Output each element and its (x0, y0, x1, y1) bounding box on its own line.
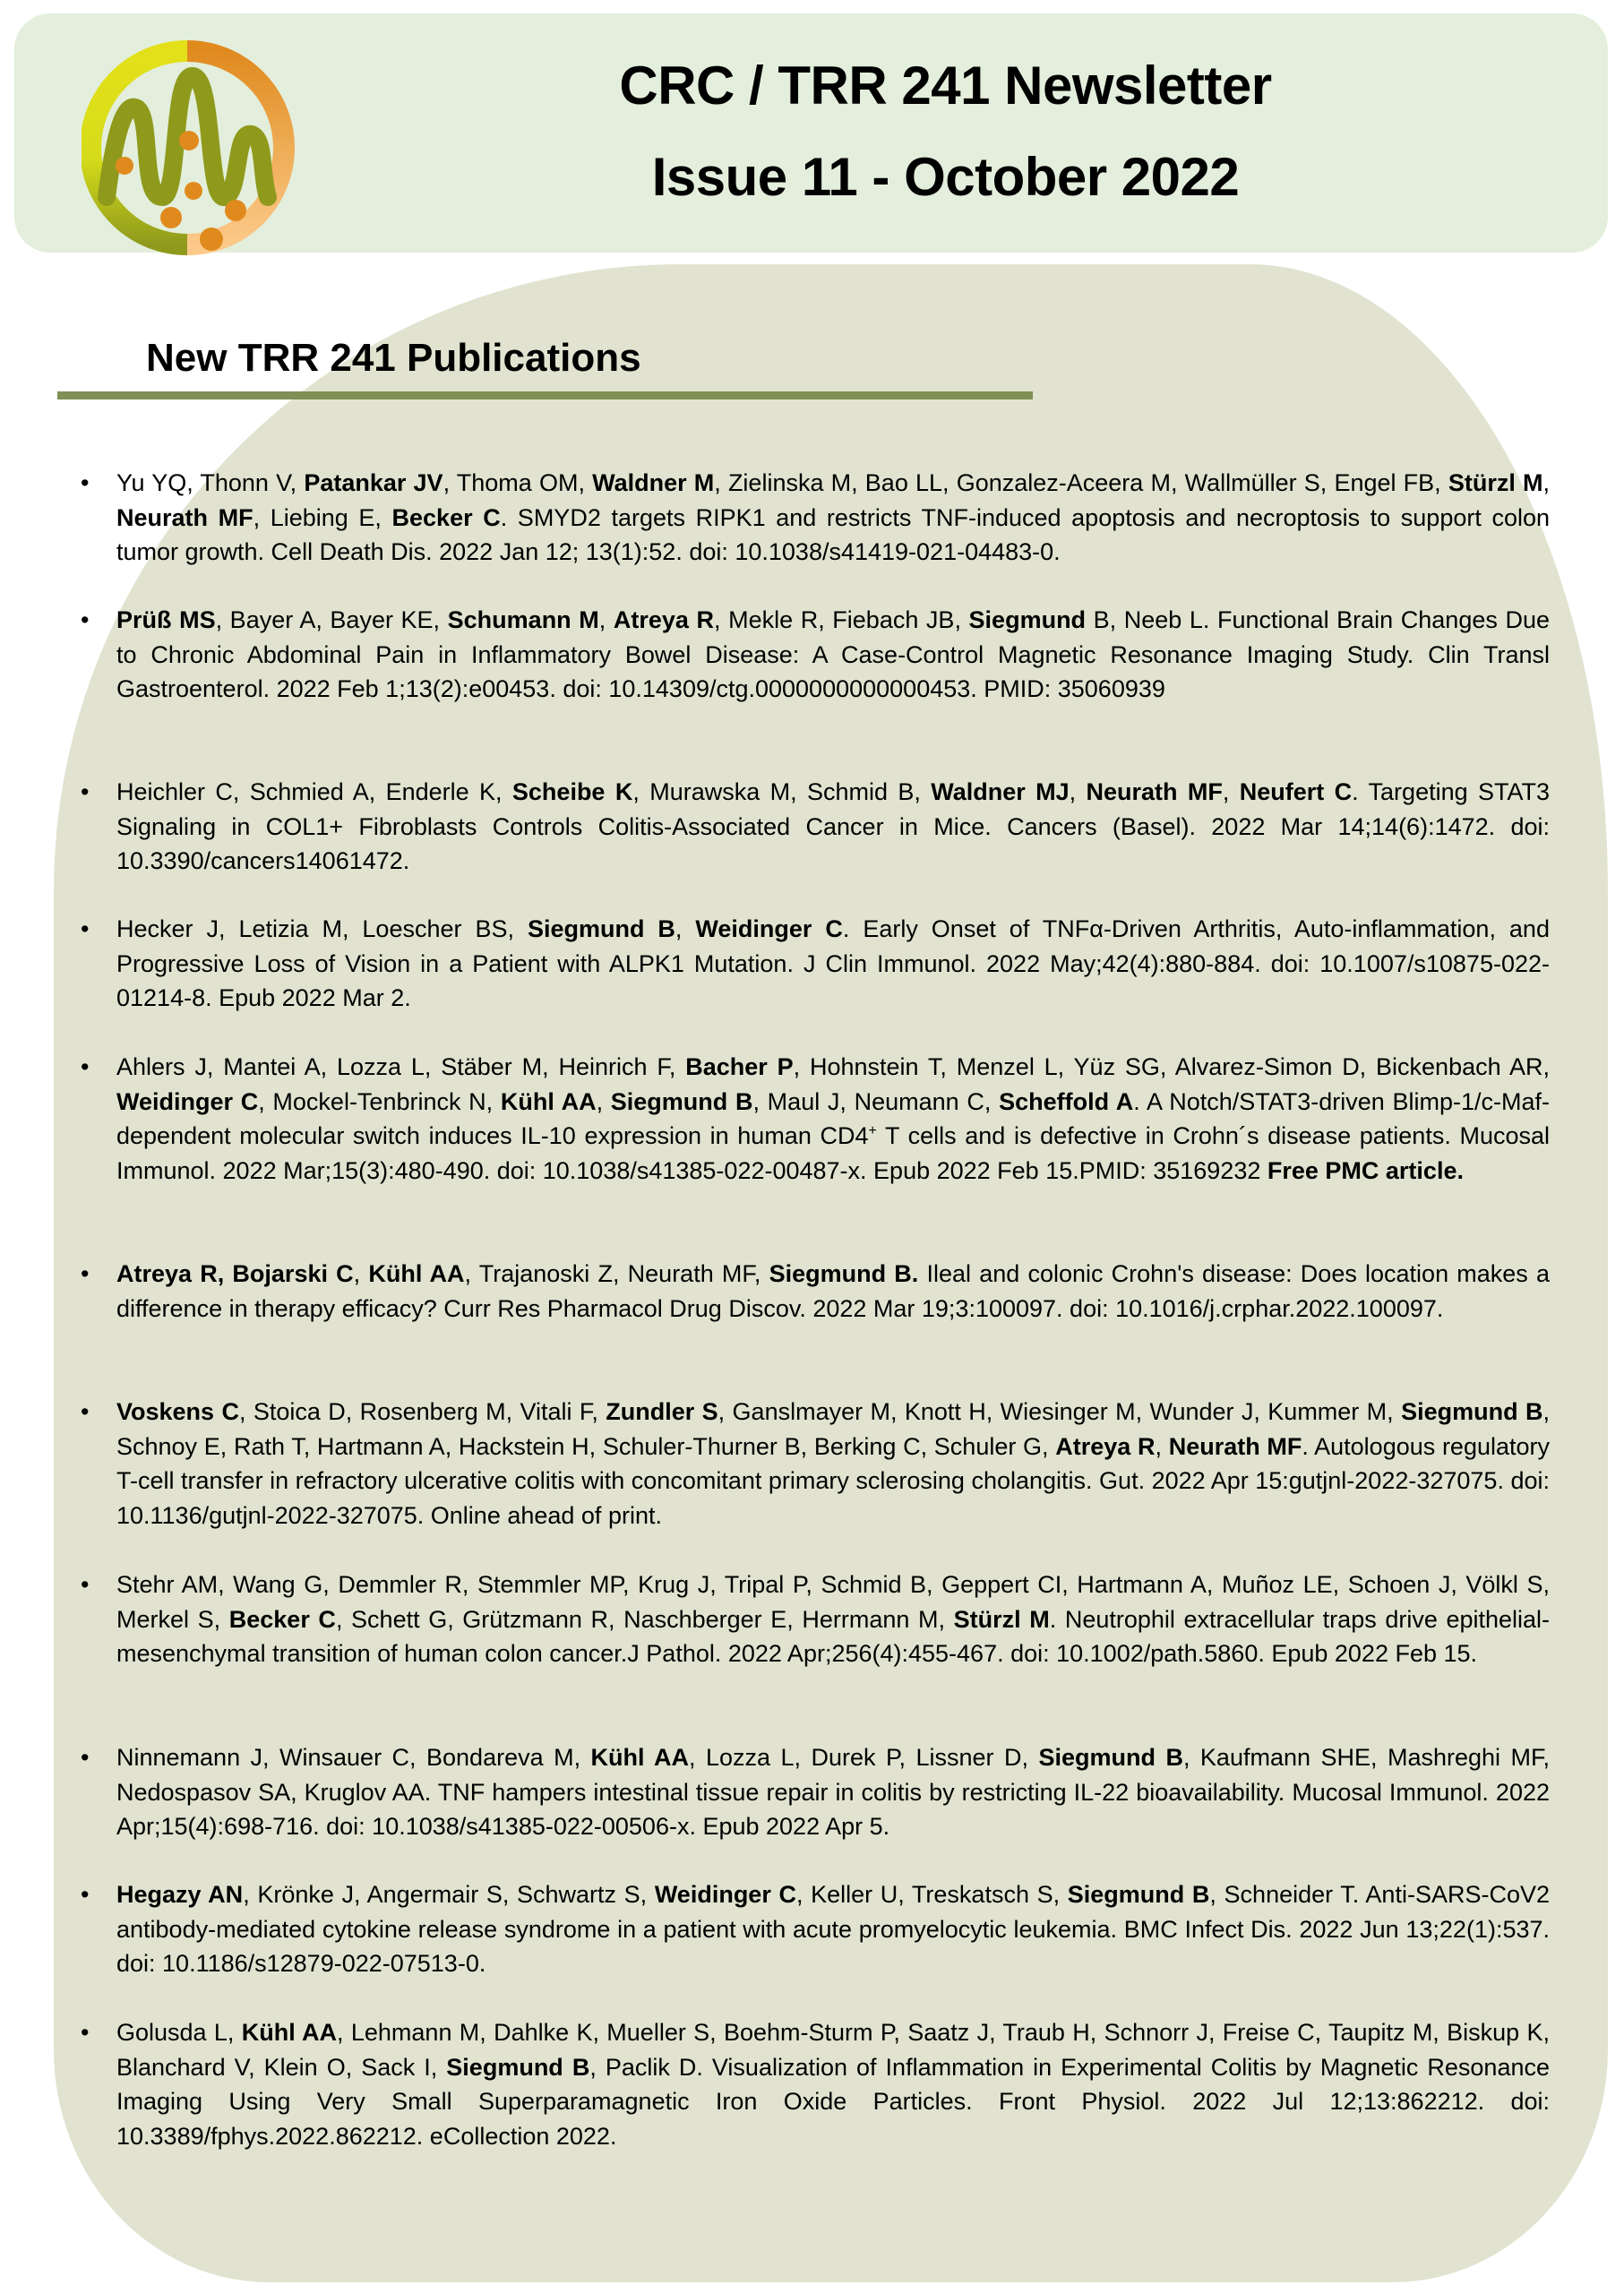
publication-text: B, Neeb L. Functional Brain Changes Due to Chronic Abdominal Pain in Inflammatory Bowel Disease: A Case-Control Magnetic Resonance Imaging Study. Clin Transl Gastroenterol. 2022 Feb 1;13(2):e00453. doi: 10.14309/ctg.0000000000000453. PMID: 35060939 (116, 606, 1550, 702)
publication-author-highlight: Zundler S (606, 1398, 718, 1425)
publication-text: . Targeting STAT3 Signaling in COL1+ Fibroblasts Controls Colitis-Associated Cancer in Mice. Cancers (Basel). 2022 Mar 14;14(6):1472. doi: 10.3390/cancers14061472. (116, 778, 1550, 874)
publication-author-highlight: Siegmund B (1038, 1744, 1183, 1771)
publication-text: , Lozza L, Durek P, Lissner D, (689, 1744, 1039, 1771)
publication-item (81, 466, 1551, 570)
publication-author-highlight: Atreya R (613, 606, 714, 633)
publication-text: Hecker J, Letizia M, Loescher BS, (116, 915, 528, 942)
publication-text: , (598, 606, 614, 633)
publication-item (81, 1740, 1550, 1844)
publication-text: , Thoma OM, (443, 469, 593, 496)
publication-item (81, 2015, 1551, 2153)
publication-text: , Mockel-Tenbrinck N, (258, 1087, 501, 1115)
publication-author-highlight: Neufert C (1239, 778, 1353, 805)
publication-item (81, 1395, 1551, 1533)
bullet-icon: • (81, 1744, 90, 1771)
publication-text: Ninnemann J, Winsauer C, Bondareva M, (116, 1744, 591, 1771)
bullet-icon: • (81, 915, 90, 942)
publication-text: , Lehmann M, Dahlke K, Mueller S, Boehm-Sturm P, Saatz J, Traub H, Schnorr J, Freise C, Taupitz M, Biskup K, Blanchard V, Klein O, Sack I, (116, 2019, 1551, 2081)
publication-text: , Trajanoski Z, Neurath MF, (464, 1260, 769, 1287)
publication-text: Ileal and colonic Crohn's disease: Does location makes a difference in therapy efficacy? Curr Res Pharmacol Drug Discov. 2022 Mar 19;3:100097. doi: 10.1016/j.crphar.2022.100097. (116, 1260, 1551, 1322)
publication-author-highlight: Schumann M (447, 606, 599, 633)
publication-author-highlight: Patankar JV (304, 469, 443, 496)
publication-author-highlight: Kühl AA (368, 1260, 465, 1287)
bullet-icon: • (81, 1260, 90, 1287)
publication-text: Yu YQ, Thonn V, (116, 469, 305, 496)
publication-text: , Schett G, Grützmann R, Naschberger E, Herrmann M, (335, 1605, 954, 1633)
publication-text: , Stoica D, Rosenberg M, Vitali F, (238, 1398, 606, 1425)
bullet-icon: • (81, 469, 90, 496)
publication-item (81, 1877, 1550, 1981)
publication-text: , Hohnstein T, Menzel L, Yüz SG, Alvarez-Simon D, Bickenbach AR, (793, 1053, 1550, 1080)
bullet-icon: • (81, 1053, 90, 1080)
bullet-icon: • (81, 2019, 90, 2046)
bullet-icon: • (81, 778, 90, 805)
publication-item (81, 1050, 1550, 1188)
publication-author-highlight: Siegmund B (1401, 1398, 1543, 1425)
publication-author-highlight: Waldner MJ (931, 778, 1070, 805)
publication-author-highlight: Weidinger C (695, 915, 843, 942)
publication-text: , Zielinska M, Bao LL, Gonzalez-Aceera M, Wallmüller S, Engel FB, (714, 469, 1448, 496)
publication-item (81, 912, 1550, 1016)
publication-text: , Keller U, Treskatsch S, (795, 1881, 1068, 1908)
bullet-icon: • (81, 1398, 90, 1425)
publication-text: , Kaufmann SHE, Mashreghi MF, Nedospasov SA, Kruglov AA. TNF hampers intestinal tissue repair in colitis by restricting IL-22 bioavailability. Mucosal Immunol. 2022 Apr;15(4):698-716. doi: 10.1038/s41385-022-00506-x. Epub 2022 Apr 5. (116, 1744, 1550, 1840)
publication-text: . Autologous regulatory T-cell transfer in refractory ulcerative colitis with concomitant primary sclerosing cholangitis. Gut. 2022 Apr 15:gutjnl-2022-327075. doi: 10.1136/gutjnl-2022-327075. Online ahead of print. (116, 1432, 1551, 1529)
publication-text: , Schnoy E, Rath T, Hartmann A, Hackstein H, Schuler-Thurner B, Berking C, Schuler G, (116, 1398, 1550, 1460)
section-divider (57, 391, 1033, 399)
publication-item (81, 775, 1550, 879)
newsletter-issue-date: Issue 11 - October 2022 (651, 147, 1240, 207)
publication-text: , Bayer A, Bayer KE, (215, 606, 448, 633)
publication-item (81, 1567, 1551, 1671)
publication-text: , Krönke J, Angermair S, Schwartz S, (243, 1881, 655, 1908)
publication-item (81, 1257, 1551, 1326)
newsletter-title (319, 13, 1572, 253)
publication-author-highlight: Siegmund (968, 606, 1087, 633)
publication-author-highlight: Waldner M (592, 469, 715, 496)
bullet-icon: • (81, 606, 90, 633)
superscript: + (868, 1123, 877, 1138)
publication-text: . Neutrophil extracellular traps drive epithelial-mesenchymal transition of human colon cancer.J Pathol. 2022 Apr;256(4):455-467. doi: 10.1002/path.5860. Epub 2022 Feb 15. (116, 1605, 1551, 1667)
publication-text: Golusda L, (116, 2019, 242, 2046)
publication-text: , Murawska M, Schmid B, (632, 778, 932, 805)
publication-author-highlight: Atreya R, Bojarski C (116, 1260, 354, 1287)
publication-author-highlight: Weidinger C (654, 1881, 796, 1908)
publication-text: , (353, 1260, 369, 1287)
publication-author-highlight: Scheibe K (511, 778, 633, 805)
bullet-icon: • (81, 1881, 90, 1908)
publication-text: . Early Onset of TNFα-Driven Arthritis, Auto-inflammation, and Progressive Loss of Vision in a Patient with ALPK1 Mutation. J Clin Immunol. 2022 May;42(4):880-884. doi: 10.1007/s10875-022-01214-8. Epub 2022 Mar 2. (116, 915, 1550, 1011)
bullet-icon: • (81, 1571, 90, 1598)
publication-author-highlight: Bacher P (685, 1053, 794, 1080)
publication-author-highlight: Siegmund B (527, 915, 675, 942)
publication-text: , (1222, 778, 1240, 805)
publication-text: , Liebing E, (253, 503, 392, 531)
publication-author-highlight: Kühl AA (590, 1744, 689, 1771)
publication-author-highlight: Atreya R (1055, 1432, 1156, 1460)
publication-author-highlight: Hegazy AN (116, 1881, 244, 1908)
publication-author-highlight: Becker C (391, 503, 501, 531)
publication-text: , (675, 915, 696, 942)
publication-text: Stehr AM, Wang G, Demmler R, Stemmler MP, Krug J, Tripal P, Schmid B, Geppert CI, Hartmann A, Muñoz LE, Schoen J, Völkl S, Merkel S, (116, 1571, 1550, 1633)
publication-author-highlight: Voskens C (116, 1398, 239, 1425)
publication-text: Ahlers J, Mantei A, Lozza L, Stäber M, Heinrich F, (116, 1053, 686, 1080)
publication-text: Heichler C, Schmied A, Enderle K, (116, 778, 512, 805)
publication-author-highlight: Prüß MS (116, 606, 216, 633)
publication-text: . SMYD2 targets RIPK1 and restricts TNF-induced apoptosis and necroptosis to support colon tumor growth. Cell Death Dis. 2022 Jan 12; 13(1):52. doi: 10.1038/s41419-021-04483-0. (116, 503, 1551, 565)
publication-author-highlight: Kühl AA (500, 1087, 597, 1115)
publication-author-highlight: Siegmund B (610, 1087, 753, 1115)
publication-text: , (1155, 1432, 1169, 1460)
publication-item (81, 603, 1550, 707)
publication-author-highlight: Siegmund B. (769, 1260, 919, 1287)
publication-author-highlight: Free PMC article. (1267, 1156, 1464, 1184)
publication-author-highlight: Scheffold A (999, 1087, 1134, 1115)
publication-text: , Schneider T. Anti-SARS-CoV2 antibody-mediated cytokine release syndrome in a patient with acute promyelocytic leukemia. BMC Infect Dis. 2022 Jun 13;22(1):537. doi: 10.1186/s12879-022-07513-0. (116, 1881, 1550, 1977)
publication-text: , Mekle R, Fiebach JB, (714, 606, 969, 633)
publication-author-highlight: Weidinger C (116, 1087, 259, 1115)
publication-text: T cells and is defective in Crohn´s disease patients. Mucosal Immunol. 2022 Mar;15(3):480-490. doi: 10.1038/s41385-022-00487-x. Epub 2022 Feb 15.PMID: 35169232 (116, 1122, 1550, 1184)
publication-text: , (1069, 778, 1087, 805)
publication-author-highlight: Becker C (228, 1605, 336, 1633)
section-title: New TRR 241 Publications (146, 336, 641, 380)
publication-author-highlight: Stürzl M (1448, 469, 1543, 496)
publication-author-highlight: Stürzl M (953, 1605, 1050, 1633)
newsletter-title-line1: CRC / TRR 241 Newsletter (619, 56, 1272, 116)
publication-author-highlight: Neurath MF (116, 503, 253, 531)
publication-author-highlight: Neurath MF (1168, 1432, 1302, 1460)
crc-trr241-logo-icon (82, 40, 296, 255)
publication-author-highlight: Siegmund B (446, 2053, 590, 2081)
publication-text: , Paclik D. Visualization of Inflammation in Experimental Colitis by Magnetic Resonance Imaging Using Very Small Superparamagnetic Iron Oxide Particles. Front Physiol. 2022 Jul 12;13:862212. doi: 10.3389/fphys.2022.862212. eCollection 2022. (116, 2053, 1550, 2150)
publication-text: , Ganslmayer M, Knott H, Wiesinger M, Wunder J, Kummer M, (717, 1398, 1402, 1425)
publication-author-highlight: Siegmund B (1067, 1881, 1210, 1908)
publication-author-highlight: Kühl AA (241, 2019, 338, 2046)
publication-text: , Maul J, Neumann C, (752, 1087, 1000, 1115)
publication-text: . A Notch/STAT3-driven Blimp-1/c-Maf-dependent molecular switch induces IL-10 expression in human CD4 (116, 1087, 1550, 1149)
publication-author-highlight: Neurath MF (1086, 778, 1223, 805)
publication-text: , (1542, 469, 1551, 496)
publication-text: , (596, 1087, 611, 1115)
newsletter-header (14, 13, 1608, 253)
